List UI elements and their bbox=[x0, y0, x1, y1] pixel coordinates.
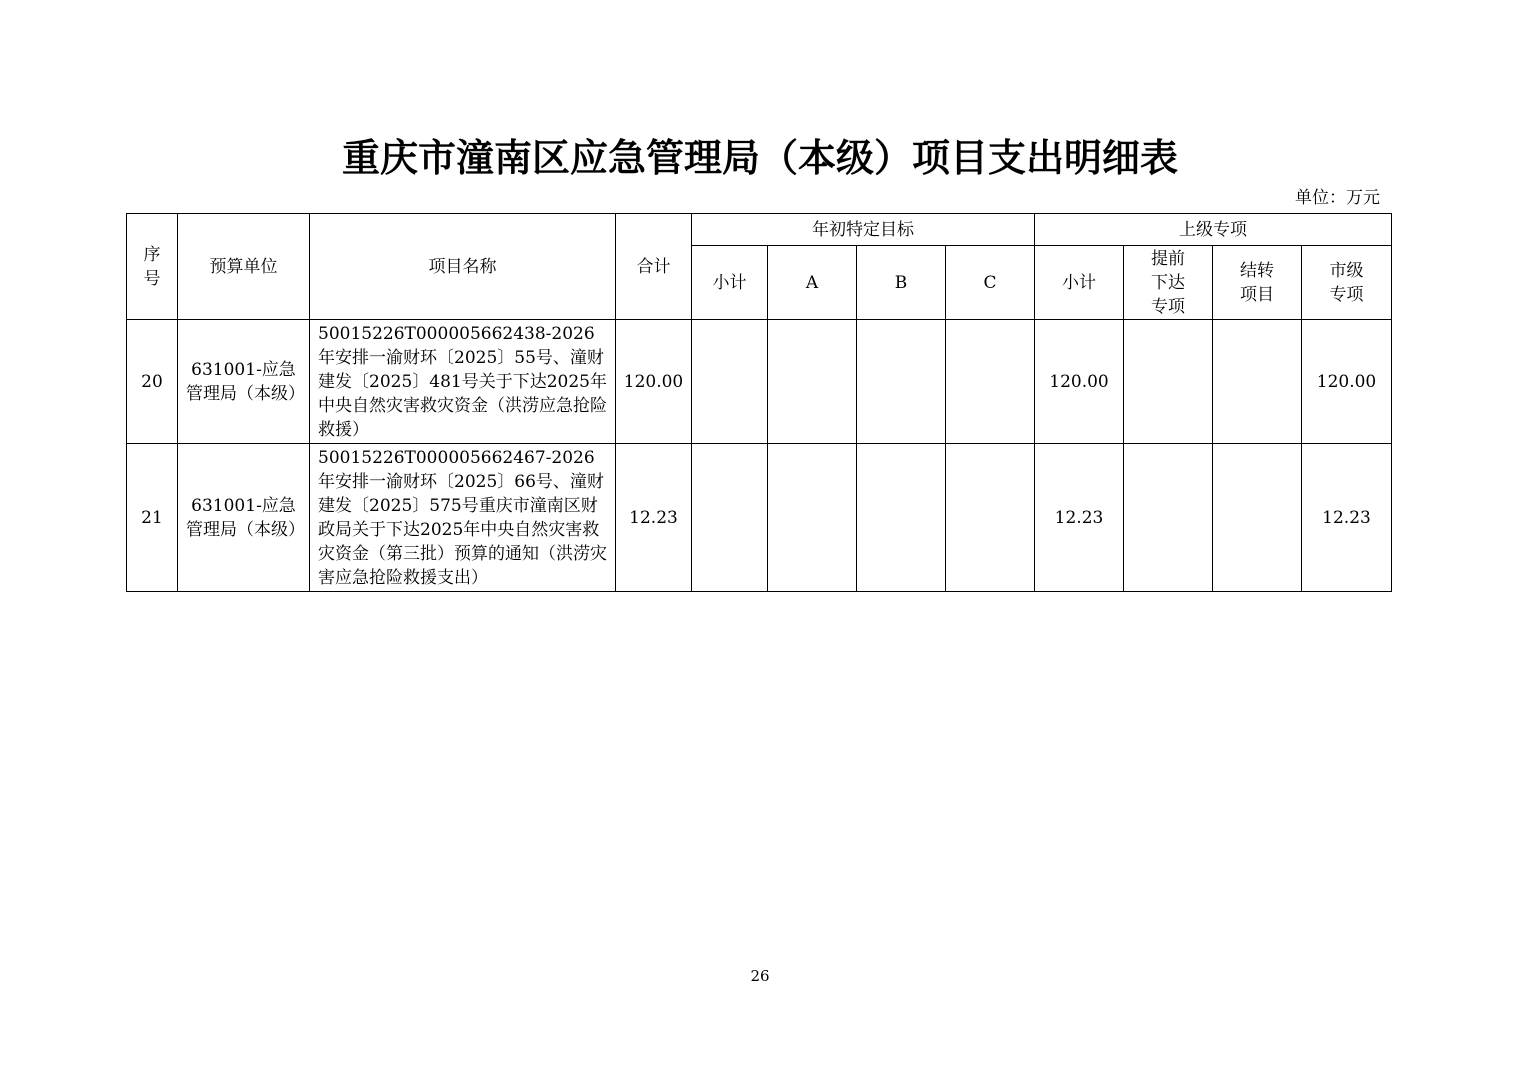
cell-city-special: 12.23 bbox=[1302, 444, 1392, 592]
page-number: 26 bbox=[750, 967, 770, 985]
cell-city-special: 120.00 bbox=[1302, 320, 1392, 444]
table-row bbox=[127, 444, 1392, 592]
cell-annual-b bbox=[857, 444, 946, 592]
cell-carryover-project bbox=[1213, 320, 1302, 444]
header-city-special: 市级专项 bbox=[1302, 246, 1392, 320]
cell-advance-special bbox=[1124, 320, 1213, 444]
header-superior-subtotal: 小计 bbox=[1035, 246, 1124, 320]
cell-seq: 20 bbox=[127, 320, 178, 444]
cell-annual-b bbox=[857, 320, 946, 444]
header-annual-b: B bbox=[857, 246, 946, 320]
cell-project-name: 50015226T000005662467-2026年安排一渝财环〔2025〕66号、潼财建发〔2025〕575号重庆市潼南区财政局关于下达2025年中央自然灾害救灾资金（第三批）预算的通知（洪涝灾害应急抢险救援支出） bbox=[310, 444, 616, 592]
header-budget-unit: 预算单位 bbox=[178, 214, 310, 320]
cell-superior-subtotal: 120.00 bbox=[1035, 320, 1124, 444]
cell-project-name: 50015226T000005662438-2026年安排一渝财环〔2025〕55号、潼财建发〔2025〕481号关于下达2025年中央自然灾害救灾资金（洪涝应急抢险救援） bbox=[310, 320, 616, 444]
cell-budget-unit: 631001-应急管理局（本级） bbox=[178, 444, 310, 592]
header-annual-target: 年初特定目标 bbox=[692, 214, 1035, 246]
page-title: 重庆市潼南区应急管理局（本级）项目支出明细表 bbox=[341, 135, 1178, 180]
cell-annual-a bbox=[768, 320, 857, 444]
header-superior-special: 上级专项 bbox=[1035, 214, 1392, 246]
cell-advance-special bbox=[1124, 444, 1213, 592]
cell-annual-subtotal bbox=[692, 320, 768, 444]
header-advance-special: 提前下达专项 bbox=[1124, 246, 1213, 320]
unit-label: 单位：万元 bbox=[1295, 188, 1380, 208]
cell-seq: 21 bbox=[127, 444, 178, 592]
header-carryover-project: 结转项目 bbox=[1213, 246, 1302, 320]
cell-annual-subtotal bbox=[692, 444, 768, 592]
project-expenditure-table bbox=[126, 213, 1392, 592]
cell-annual-c bbox=[946, 320, 1035, 444]
cell-budget-unit: 631001-应急管理局（本级） bbox=[178, 320, 310, 444]
cell-total: 12.23 bbox=[616, 444, 692, 592]
header-annual-subtotal: 小计 bbox=[692, 246, 768, 320]
table-row bbox=[127, 320, 1392, 444]
header-seq: 序号 bbox=[127, 214, 178, 320]
cell-annual-c bbox=[946, 444, 1035, 592]
cell-total: 120.00 bbox=[616, 320, 692, 444]
cell-carryover-project bbox=[1213, 444, 1302, 592]
header-annual-a: A bbox=[768, 246, 857, 320]
header-total: 合计 bbox=[616, 214, 692, 320]
cell-annual-a bbox=[768, 444, 857, 592]
cell-superior-subtotal: 12.23 bbox=[1035, 444, 1124, 592]
header-row-1 bbox=[127, 214, 1392, 246]
header-annual-c: C bbox=[946, 246, 1035, 320]
header-project-name: 项目名称 bbox=[310, 214, 616, 320]
